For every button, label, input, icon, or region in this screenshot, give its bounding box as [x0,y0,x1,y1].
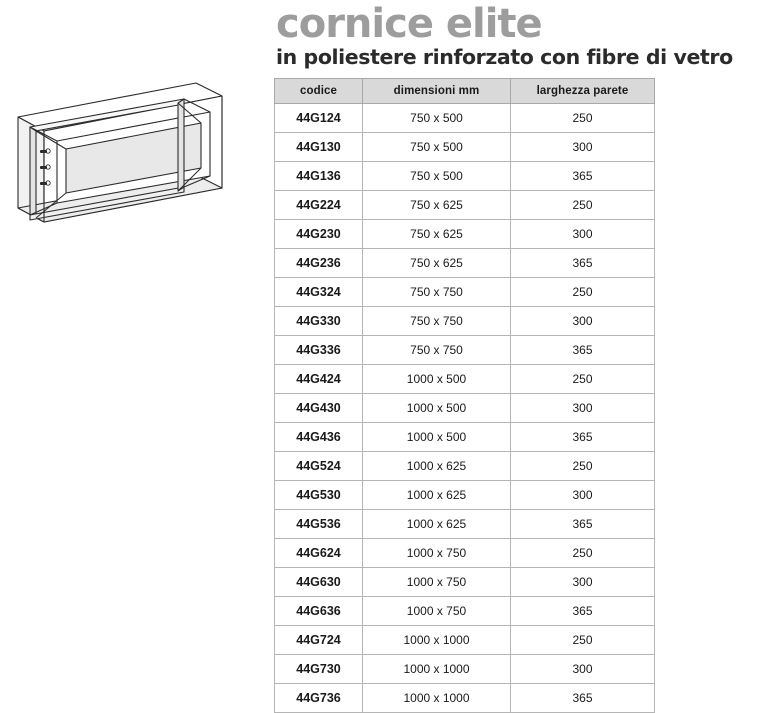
cell-larghezza: 300 [511,655,655,684]
table-row [275,423,655,452]
cell-larghezza: 300 [511,481,655,510]
table-body [275,104,655,713]
cell-larghezza: 365 [511,510,655,539]
cell-larghezza: 365 [511,684,655,713]
cell-codice: 44G536 [275,510,363,539]
page-subtitle: in poliestere rinforzato con fibre di vetro [276,45,733,69]
cell-dimensioni: 1000 x 625 [363,481,511,510]
cell-dimensioni: 750 x 750 [363,336,511,365]
cell-codice: 44G624 [275,539,363,568]
table-header-row [275,79,655,104]
table-row [275,539,655,568]
table-row [275,220,655,249]
cell-larghezza: 250 [511,104,655,133]
cell-dimensioni: 1000 x 500 [363,423,511,452]
cell-larghezza: 250 [511,278,655,307]
column-header-larghezza: larghezza parete [511,79,655,104]
cell-codice: 44G730 [275,655,363,684]
cell-codice: 44G424 [275,365,363,394]
column-header-codice: codice [275,79,363,104]
product-illustration [0,0,270,280]
table-row [275,365,655,394]
cell-larghezza: 250 [511,191,655,220]
cell-dimensioni: 1000 x 1000 [363,655,511,684]
specifications-table [274,78,655,713]
table-row [275,133,655,162]
cell-dimensioni: 750 x 625 [363,220,511,249]
table-row [275,394,655,423]
cell-codice: 44G230 [275,220,363,249]
cell-larghezza: 300 [511,307,655,336]
cell-dimensioni: 750 x 625 [363,249,511,278]
cell-codice: 44G236 [275,249,363,278]
table-row [275,162,655,191]
cell-codice: 44G336 [275,336,363,365]
cell-dimensioni: 750 x 625 [363,191,511,220]
table-row [275,568,655,597]
table-row [275,481,655,510]
content-column [274,0,778,705]
cell-dimensioni: 1000 x 625 [363,510,511,539]
table-row [275,191,655,220]
cell-dimensioni: 1000 x 500 [363,365,511,394]
cell-codice: 44G524 [275,452,363,481]
cell-codice: 44G724 [275,626,363,655]
cell-codice: 44G124 [275,104,363,133]
cell-codice: 44G630 [275,568,363,597]
cell-dimensioni: 750 x 500 [363,104,511,133]
cell-dimensioni: 1000 x 500 [363,394,511,423]
cell-larghezza: 300 [511,568,655,597]
table-row [275,336,655,365]
page-title: cornice elite [276,1,542,47]
table-row [275,655,655,684]
table-row [275,684,655,713]
table-row [275,104,655,133]
table-row [275,278,655,307]
recessed-frame-drawing [0,0,270,280]
column-header-dimensioni: dimensioni mm [363,79,511,104]
cell-codice: 44G530 [275,481,363,510]
cell-larghezza: 365 [511,423,655,452]
cell-larghezza: 250 [511,626,655,655]
cell-codice: 44G224 [275,191,363,220]
table-row [275,452,655,481]
cell-dimensioni: 750 x 750 [363,278,511,307]
cell-codice: 44G324 [275,278,363,307]
cell-larghezza: 365 [511,597,655,626]
cell-larghezza: 365 [511,162,655,191]
cell-dimensioni: 750 x 750 [363,307,511,336]
table-row [275,626,655,655]
cell-codice: 44G736 [275,684,363,713]
cell-codice: 44G430 [275,394,363,423]
table-row [275,249,655,278]
cell-codice: 44G130 [275,133,363,162]
cell-larghezza: 300 [511,133,655,162]
cell-codice: 44G330 [275,307,363,336]
title-block [274,0,778,68]
cell-dimensioni: 750 x 500 [363,133,511,162]
cell-larghezza: 300 [511,394,655,423]
table-row [275,597,655,626]
cell-dimensioni: 1000 x 750 [363,539,511,568]
cell-codice: 44G136 [275,162,363,191]
cell-dimensioni: 1000 x 750 [363,597,511,626]
cell-dimensioni: 1000 x 1000 [363,684,511,713]
cell-dimensioni: 1000 x 1000 [363,626,511,655]
cell-larghezza: 365 [511,336,655,365]
cell-larghezza: 250 [511,365,655,394]
cell-larghezza: 250 [511,539,655,568]
cell-larghezza: 365 [511,249,655,278]
cell-dimensioni: 750 x 500 [363,162,511,191]
table-row [275,510,655,539]
table-row [275,307,655,336]
cell-dimensioni: 1000 x 625 [363,452,511,481]
cell-dimensioni: 1000 x 750 [363,568,511,597]
cell-larghezza: 250 [511,452,655,481]
cell-larghezza: 300 [511,220,655,249]
cell-codice: 44G636 [275,597,363,626]
cell-codice: 44G436 [275,423,363,452]
